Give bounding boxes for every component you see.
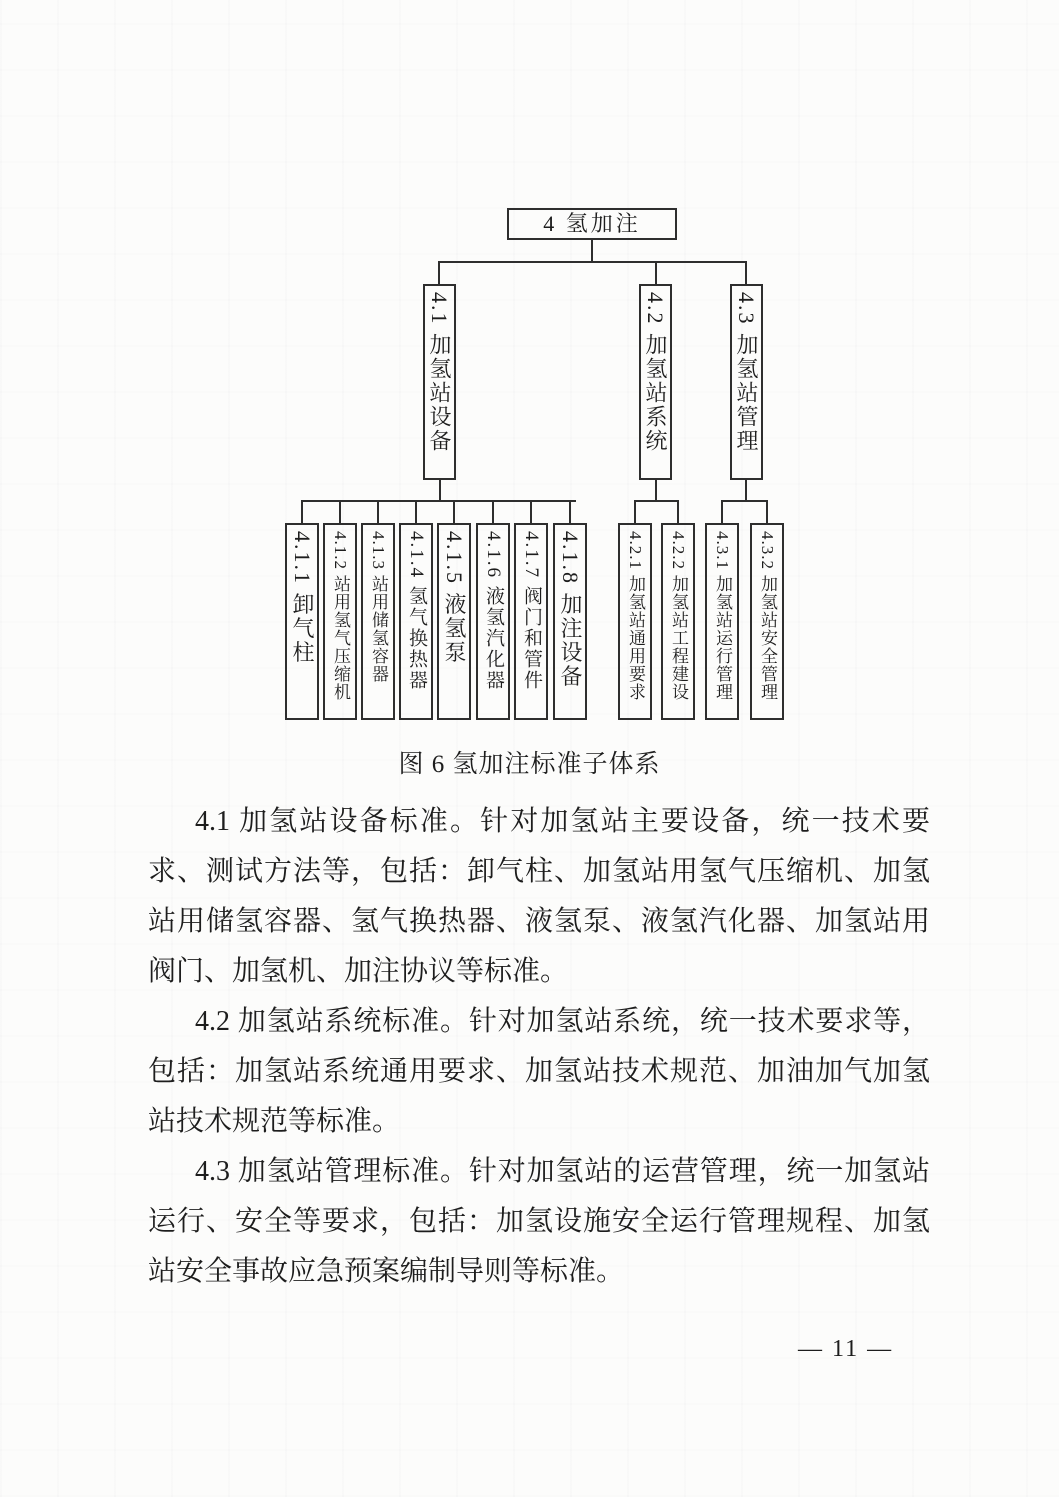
paragraph-4-3: 4.3 加氢站管理标准。针对加氢站的运营管理，统一加氢站运行、安全等要求，包括：加氢设施安全运行管理规程、加氢站安全事故应急预案编制导则等标准。 (148, 1156, 930, 1287)
tree-node-4-1-5: 4.1.5 液氢泵 (437, 523, 471, 720)
tree-node-4-1-7: 4.1.7 阀门和管件 (514, 523, 548, 720)
paragraph-4-1: 4.1 加氢站设备标准。针对加氢站主要设备，统一技术要求、测试方法等，包括：卸气柱、加氢站用氢气压缩机、加氢站用储氢容器、氢气换热器、液氢泵、液氢汽化器、加氢站用阀门、加氢机、加注协议等标准。 (148, 806, 930, 987)
tree-node-4-1: 4.1 加氢站设备 (423, 284, 456, 480)
tree-node-4-1-3: 4.1.3 站用储氢容器 (361, 523, 395, 720)
tree-node-4-2-2: 4.2.2 加氢站工程建设 (661, 523, 695, 720)
tree-node-4-1-8: 4.1.8 加注设备 (553, 523, 587, 720)
tree-node-4-1-1: 4.1.1 卸气柱 (285, 523, 319, 720)
tree-node-4-1-2: 4.1.2 站用氢气压缩机 (323, 523, 357, 720)
body-text (148, 797, 930, 1297)
tree-node-4-2-1: 4.2.1 加氢站通用要求 (618, 523, 652, 720)
tree-node-4-1-4: 4.1.4 氢气换热器 (399, 523, 433, 720)
paragraph-4-2: 4.2 加氢站系统标准。针对加氢站系统，统一技术要求等，包括：加氢站系统通用要求、加氢站技术规范、加油加气加氢站技术规范等标准。 (148, 1006, 930, 1137)
tree-node-root: 4 氢加注 (507, 208, 677, 240)
tree-node-4-3: 4.3 加氢站管理 (730, 284, 763, 480)
tree-node-4-3-2: 4.3.2 加氢站安全管理 (750, 523, 784, 720)
tree-node-4-3-1: 4.3.1 加氢站运行管理 (705, 523, 739, 720)
tree-node-4-1-6: 4.1.6 液氢汽化器 (476, 523, 510, 720)
figure-caption: 图 6 氢加注标准子体系 (398, 751, 661, 778)
page-number: — 11 — (798, 1336, 894, 1362)
tree-node-4-2: 4.2 加氢站系统 (639, 284, 672, 480)
